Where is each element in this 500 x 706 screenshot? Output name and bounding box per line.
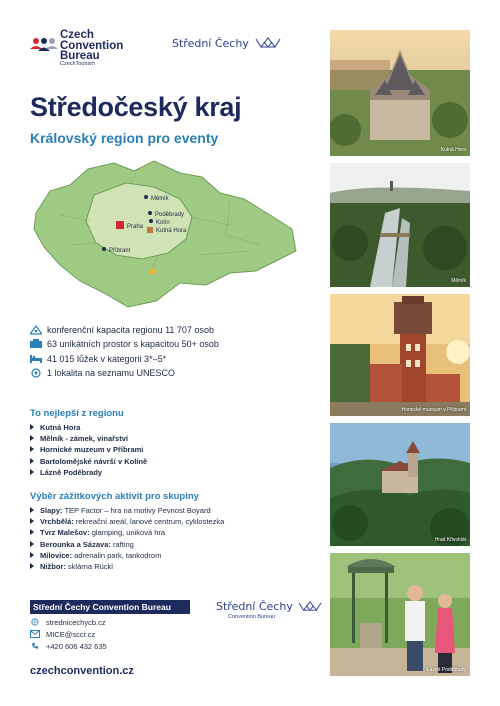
capacity-icon: [30, 325, 42, 335]
ccb-logo-line-3: Bureau: [60, 50, 100, 62]
map-poi-icon: [150, 269, 156, 274]
list-item: Lázně Poděbrady: [30, 467, 310, 478]
kutna-hora-image: [330, 30, 470, 156]
stat-venues: [30, 338, 310, 351]
best-list: [30, 422, 310, 478]
ccb-logo-line-2: Convention: [60, 39, 124, 52]
phone-icon: [30, 642, 40, 650]
stat-unesco: [30, 367, 310, 380]
list-item: Tvrz Malešov: glamping, uniková hra: [30, 527, 310, 538]
sc-cb-logo-text: Střední Čechy: [216, 600, 293, 613]
stat-beds: [30, 352, 310, 365]
list-item: Mělník - zámek, vinařství: [30, 433, 310, 444]
contact-web-text[interactable]: strednicechycb.cz: [46, 617, 106, 627]
svg-text:Poděbrady: Poděbrady: [155, 212, 185, 218]
activities-list: [30, 505, 310, 572]
stat-unesco-text: 1 lokalita na seznamu UNESCO: [47, 368, 176, 378]
mail-icon: [30, 630, 40, 638]
photo-caption: Hrad Křivoklát: [434, 537, 466, 543]
photo-hornicke-muzeum: [330, 294, 470, 416]
ccb-logo-line-1: Czech: [60, 29, 94, 41]
photo-kutna-hora: [330, 30, 470, 156]
list-item: Milovice: adrenalin park, tankodrom: [30, 550, 310, 561]
list-item: Nižbor: sklárna Rückl: [30, 561, 310, 572]
activities-section-title: Výběr zážitkových aktivit pro skupiny: [30, 491, 199, 502]
czech-convention-bureau-logo: [30, 30, 140, 70]
ccb-logo-mark-icon: [30, 37, 58, 57]
page-subtitle: Královský region pro eventy: [30, 130, 219, 146]
stredni-cechy-cb-logo: [216, 600, 322, 620]
list-item: Berounka a Sázava: rafting: [30, 539, 310, 550]
stat-beds-text: 41 015 lůžek v kategorii 3*–5*: [47, 353, 167, 364]
contact-phone-text[interactable]: +420 606 432 635: [46, 641, 107, 651]
bed-icon: [30, 354, 42, 364]
stat-capacity: [30, 323, 310, 336]
contact-email[interactable]: [30, 628, 107, 640]
region-stats: [30, 323, 310, 381]
stat-venues-text: 63 unikátních prostor s kapacitou 50+ osob: [47, 339, 219, 349]
photo-melnik: [330, 163, 470, 287]
hrad-krivoklat-image: [330, 423, 470, 546]
sc-cb-logo-sub: Convention Bureau: [228, 614, 276, 620]
svg-text:Kolín: Kolín: [156, 220, 170, 226]
list-item: Vrchbělá: rekreační areál, lanové centrum, cyklostezka: [30, 516, 310, 527]
ccb-logo-text: [60, 30, 123, 62]
contact-bar: Střední Čechy Convention Bureau: [30, 600, 190, 614]
photo-caption: Mělník: [451, 278, 466, 284]
list-item: Slapy: TEP Factor – hra na motivy Pevnost Boyard: [30, 505, 310, 516]
sc-logo-text: Střední Čechy: [172, 37, 249, 50]
photo-caption: Lázně Poděbrady: [426, 667, 466, 673]
hornicke-muzeum-image: [330, 294, 470, 416]
stredni-cechy-logo: [172, 37, 281, 50]
contact-phone[interactable]: [30, 640, 107, 652]
crown-icon: [255, 37, 281, 49]
list-item: Hornické muzeum v Příbrami: [30, 444, 310, 455]
photo-hrad-krivoklat: [330, 423, 470, 546]
photo-caption: Kutná Hora: [440, 147, 466, 153]
region-map: [30, 155, 300, 313]
contact-list: [30, 616, 107, 652]
crown-icon: [298, 601, 322, 612]
svg-text:Příbram: Příbram: [109, 248, 131, 254]
contact-email-text[interactable]: MICE@sccr.cz: [46, 629, 96, 639]
best-section-title: To nejlepší z regionu: [30, 408, 124, 419]
unesco-icon: [30, 368, 42, 378]
venue-icon: [30, 339, 42, 349]
globe-icon: [30, 618, 40, 626]
melnik-image: [330, 163, 470, 287]
svg-text:Praha: Praha: [127, 224, 144, 230]
list-item: Bartolomějské návrší v Kolíně: [30, 456, 310, 467]
svg-text:Mělník: Mělník: [151, 196, 169, 202]
stat-capacity-text: konferenční kapacita regionu 11 707 osob: [47, 324, 214, 335]
list-item: Kutná Hora: [30, 422, 310, 433]
photo-caption: Hornické muzeum v Příbrami: [401, 407, 466, 413]
svg-text:Kutná Hora: Kutná Hora: [156, 228, 187, 234]
photo-lazne-podebrady: [330, 553, 470, 676]
ccb-logo-sub: CzechTourism: [60, 61, 95, 67]
lazne-podebrady-image: [330, 553, 470, 676]
footer-url[interactable]: czechconvention.cz: [30, 665, 134, 677]
contact-web[interactable]: [30, 616, 107, 628]
page-title: Středočeský kraj: [30, 92, 242, 122]
